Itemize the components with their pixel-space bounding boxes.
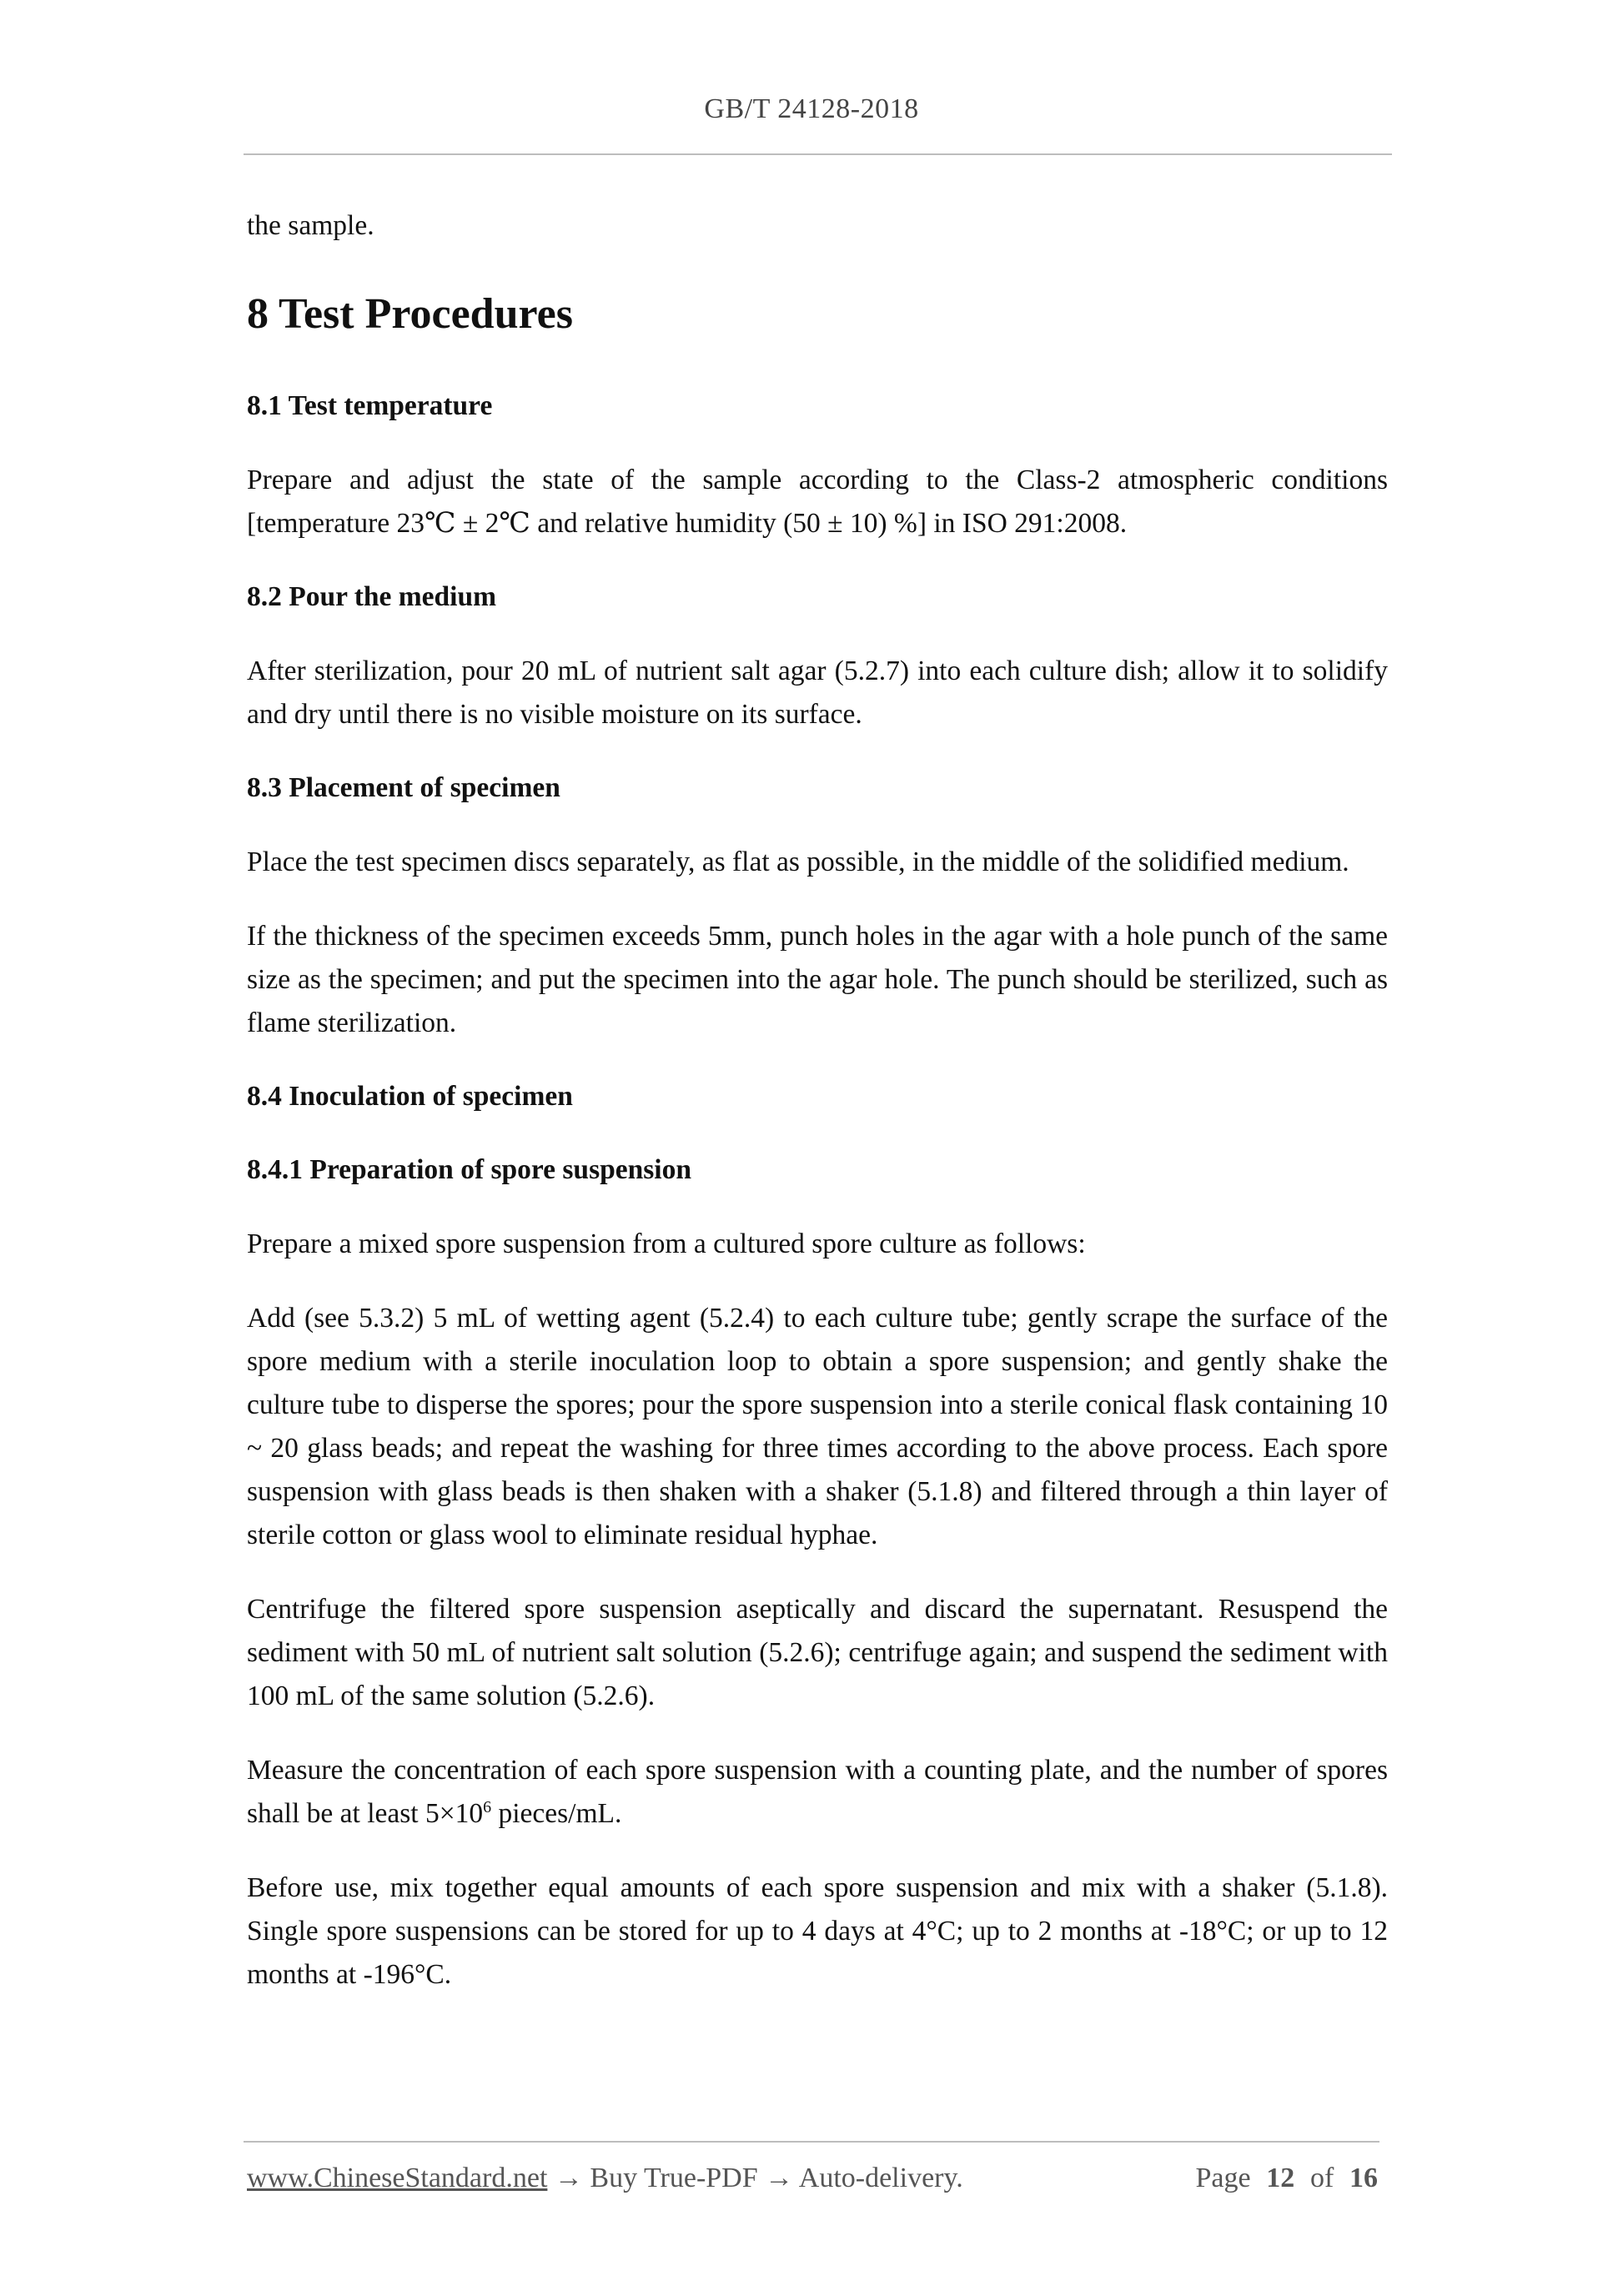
paragraph-8-4-1-c: Centrifuge the filtered spore suspension aseptically and discard the supernatant. Resuspend the sediment with 50 mL of nutrient salt solution (5.2.6); centrifuge again; and suspend the sediment with 100 mL of the same solution (5.2.6).	[247, 1594, 1388, 1711]
page-indicator	[1196, 2163, 1378, 2194]
paragraph-8-2: After sterilization, pour 20 mL of nutrient salt agar (5.2.7) into each culture dish; allow it to solidify and dry until there is no visible moisture on its surface.	[247, 656, 1388, 730]
section-heading: 8 Test Procedures	[247, 290, 573, 338]
delivery-text: Auto-delivery.	[798, 2163, 963, 2193]
exponent: 6	[483, 1797, 492, 1816]
arrow-right-icon: →	[554, 2163, 583, 2193]
paragraph-8-1: Prepare and adjust the state of the sample according to the Class-2 atmospheric conditions [temperature 23℃ ± 2℃ and relative humidity (50 ± 10) %] in ISO 291:2008.	[247, 465, 1388, 539]
document-footer	[247, 2163, 1383, 2194]
document-header	[0, 93, 1623, 125]
continued-paragraph: the sample.	[247, 210, 374, 241]
subsection-heading-8-3: 8.3 Placement of specimen	[247, 772, 560, 803]
header-divider	[244, 153, 1392, 155]
subsection-heading-8-1: 8.1 Test temperature	[247, 390, 493, 421]
website-link[interactable]: www.ChineseStandard.net	[247, 2163, 548, 2193]
arrow-right-icon: →	[765, 2163, 794, 2193]
current-page-number: 12	[1266, 2163, 1295, 2193]
spore-count-unit: pieces/mL.	[491, 1798, 622, 1829]
subsection-heading-8-4: 8.4 Inoculation of specimen	[247, 1081, 573, 1112]
of-label: of	[1309, 2163, 1334, 2193]
paragraph-8-3-a: Place the test specimen discs separately, as flat as possible, in the middle of the solidified medium.	[247, 847, 1349, 877]
paragraph-8-4-1-a: Prepare a mixed spore suspension from a cultured spore culture as follows:	[247, 1228, 1086, 1259]
page-content	[247, 204, 1388, 2027]
subsection-heading-8-4-1: 8.4.1 Preparation of spore suspension	[247, 1154, 691, 1185]
subsection-heading-8-2: 8.2 Pour the medium	[247, 581, 497, 612]
spore-count-text: Measure the concentration of each spore suspension with a counting plate, and the number of spores shall be at least 5×10	[247, 1755, 1388, 1829]
page-label: Page	[1195, 2163, 1251, 2193]
paragraph-8-4-1-e: Before use, mix together equal amounts of each spore suspension and mix with a shaker (5.1.8). Single spore suspensions can be stored for up to 4 days at 4°C; up to 2 months at -18°C; or up to 12 months at -196°C.	[247, 1872, 1388, 1990]
total-page-number: 16	[1349, 2163, 1378, 2193]
buy-text: Buy True-PDF	[590, 2163, 758, 2193]
document-id: GB/T 24128-2018	[704, 93, 919, 124]
footer-divider	[244, 2141, 1379, 2143]
paragraph-8-3-b: If the thickness of the specimen exceeds 5mm, punch holes in the agar with a hole punch of the same size as the specimen; and put the specimen into the agar hole. The punch should be sterilized, such as flame sterilization.	[247, 921, 1388, 1038]
paragraph-8-4-1-d	[247, 1749, 1388, 1836]
paragraph-8-4-1-b: Add (see 5.3.2) 5 mL of wetting agent (5.2.4) to each culture tube; gently scrape the surface of the spore medium with a sterile inoculation loop to obtain a spore suspension; and gently shake the culture tube to disperse the spores; pour the spore suspension into a sterile conical flask containing 10 ~ 20 glass beads; and repeat the washing for three times according to the above process. Each spore suspension with glass beads is then shaken with a shaker (5.1.8) and filtered through a thin layer of sterile cotton or glass wool to eliminate residual hyphae.	[247, 1303, 1388, 1550]
